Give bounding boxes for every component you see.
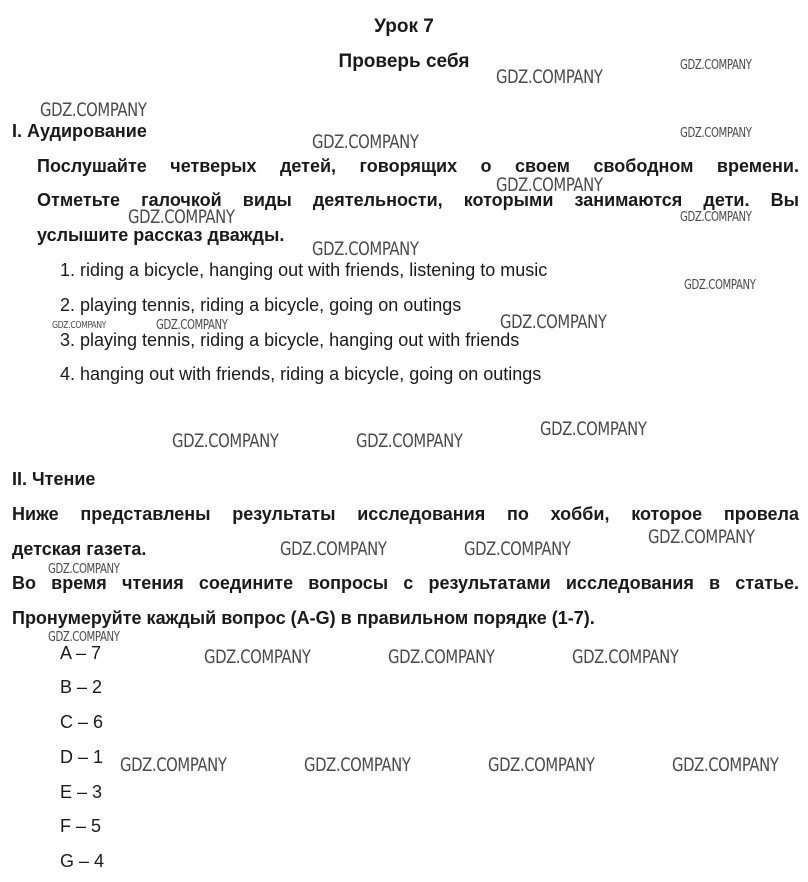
watermark: GDZ.COMPANY: [280, 538, 387, 560]
watermark: GDZ.COMPANY: [500, 311, 607, 333]
watermark: GDZ.COMPANY: [680, 126, 752, 141]
answer-f: F – 5: [60, 816, 102, 836]
section-1-instruction-line-3: услышите рассказ дважды.: [37, 225, 285, 245]
section-1-instruction-line-2: Отметьте галочкой виды деятельности, которыми занимаются дети. Вы: [37, 190, 799, 210]
answer-e: E – 3: [60, 782, 103, 802]
watermark: GDZ.COMPANY: [172, 430, 279, 452]
watermark: GDZ.COMPANY: [540, 418, 647, 440]
watermark: GDZ.COMPANY: [680, 58, 752, 73]
listening-item-3: 3. playing tennis, riding a bicycle, hanging out with friends: [60, 330, 520, 350]
watermark: GDZ.COMPANY: [672, 754, 779, 776]
section-2-instruction-line-4: Пронумеруйте каждый вопрос (A-G) в правильном порядке (1-7).: [12, 608, 595, 628]
watermark: GDZ.COMPANY: [204, 646, 311, 668]
section-1-instruction-line-1: Послушайте четверых детей, говорящих о своем свободном времени.: [37, 156, 799, 176]
watermark: GDZ.COMPANY: [304, 754, 411, 776]
watermark: GDZ.COMPANY: [496, 66, 603, 88]
listening-item-2: 2. playing tennis, riding a bicycle, going on outings: [60, 295, 462, 315]
answer-c: C – 6: [60, 712, 104, 732]
answer-d: D – 1: [60, 747, 104, 767]
watermark: GDZ.COMPANY: [684, 278, 756, 293]
answer-g: G – 4: [60, 851, 105, 871]
watermark: GDZ.COMPANY: [648, 526, 755, 548]
watermark: GDZ.COMPANY: [464, 538, 571, 560]
watermark: GDZ.COMPANY: [496, 174, 603, 196]
answer-a: A – 7: [60, 643, 102, 663]
listening-item-4: 4. hanging out with friends, riding a bicycle, going on outings: [60, 364, 542, 384]
watermark: GDZ.COMPANY: [356, 430, 463, 452]
section-2-heading: II. Чтение: [12, 469, 96, 489]
section-2-instruction-line-3: Во время чтения соедините вопросы с результатами исследования в статье.: [12, 573, 799, 593]
section-2-instruction-line-1: Ниже представлены результаты исследования по хобби, которое провела: [12, 504, 799, 524]
lesson-title: Урок 7: [374, 16, 434, 37]
watermark: GDZ.COMPANY: [312, 238, 419, 260]
watermark: GDZ.COMPANY: [312, 131, 419, 153]
watermark: GDZ.COMPANY: [128, 206, 235, 228]
section-1-heading: I. Аудирование: [12, 121, 147, 141]
answer-b: B – 2: [60, 677, 103, 697]
watermark: GDZ.COMPANY: [40, 99, 147, 121]
lesson-subtitle: Проверь себя: [338, 51, 470, 72]
watermark: GDZ.COMPANY: [680, 210, 752, 225]
watermark: GDZ.COMPANY: [572, 646, 679, 668]
watermark: GDZ.COMPANY: [120, 754, 227, 776]
watermark: GDZ.COMPANY: [48, 630, 120, 645]
watermark: GDZ.COMPANY: [48, 562, 120, 577]
listening-item-1: 1. riding a bicycle, hanging out with friends, listening to music: [60, 260, 548, 280]
watermark: GDZ.COMPANY: [156, 318, 228, 333]
watermark: GDZ.COMPANY: [52, 320, 107, 331]
watermark: GDZ.COMPANY: [488, 754, 595, 776]
watermark: GDZ.COMPANY: [388, 646, 495, 668]
section-2-instruction-line-2: детская газета.: [12, 539, 147, 559]
